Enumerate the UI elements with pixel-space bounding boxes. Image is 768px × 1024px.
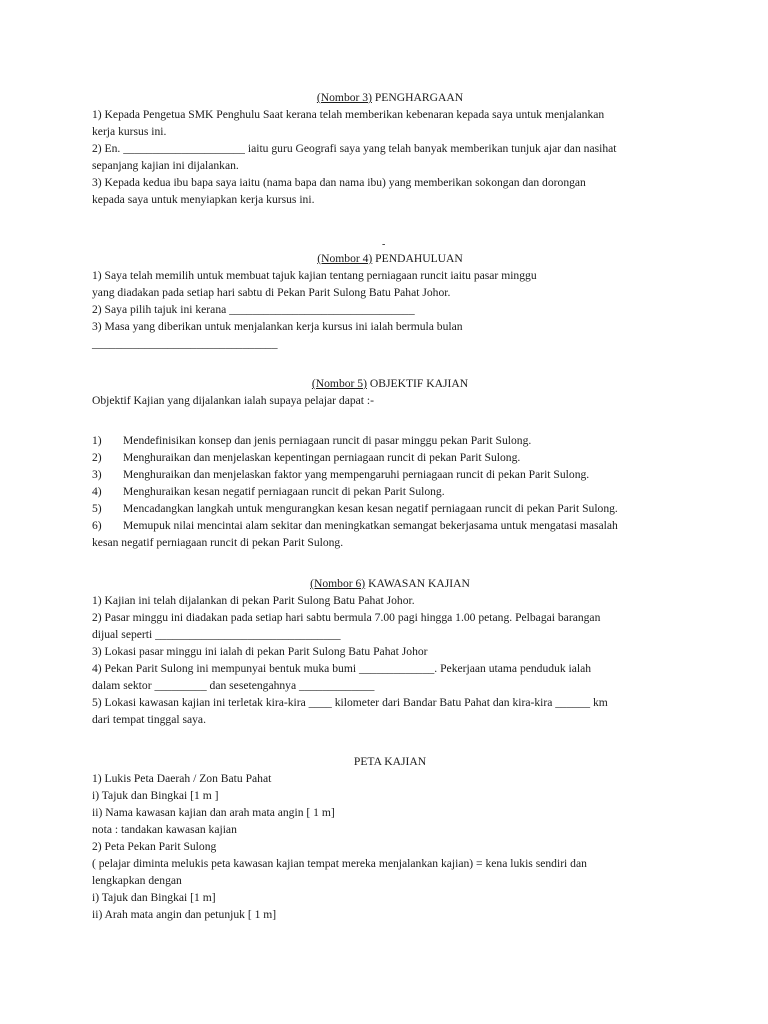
text-line: sepanjang kajian ini dijalankan. xyxy=(92,159,239,172)
list-item xyxy=(92,466,688,483)
list-item xyxy=(92,432,688,449)
text-line: dalam sektor _________ dan sesetengahnya _____________ xyxy=(92,679,375,692)
list-number: 5) xyxy=(92,502,102,515)
text-line: 2) Pasar minggu ini diadakan pada setiap hari sabtu bermula 7.00 pagi hingga 1.00 petang. Pelbagai barangan xyxy=(92,611,601,624)
text-line: 2) Peta Pekan Parit Sulong xyxy=(92,840,217,853)
list-text: Mencadangkan langkah untuk mengurangkan kesan kesan negatif perniagaan runcit di pekan Parit Sulong. xyxy=(123,502,618,515)
section-kawasan-kajian xyxy=(92,575,688,728)
list-item xyxy=(92,483,688,500)
heading-title: KAWASAN KAJIAN xyxy=(365,577,470,590)
text-line: ( pelajar diminta melukis peta kawasan kajian tempat mereka menjalankan kajian) = kena lukis sendiri dan xyxy=(92,857,587,870)
text-line: 1) Kepada Pengetua SMK Penghulu Saat kerana telah memberikan kebenaran kepada saya untuk menjalankan xyxy=(92,108,605,121)
text-line: nota : tandakan kawasan kajian xyxy=(92,823,237,836)
heading-title: PENGHARGAAN xyxy=(371,91,464,104)
section-penghargaan xyxy=(92,89,688,208)
heading-number-label: (Nombor 3) xyxy=(316,91,372,104)
list-number: 6) xyxy=(92,519,102,532)
list-text: Mendefinisikan konsep dan jenis perniagaan runcit di pasar minggu pekan Parit Sulong. xyxy=(123,434,532,447)
section-objektif-kajian xyxy=(92,375,688,409)
objective-list xyxy=(92,432,688,551)
section-heading xyxy=(92,575,688,592)
text-line: 3) Lokasi pasar minggu ini ialah di pekan Parit Sulong Batu Pahat Johor xyxy=(92,645,428,658)
stray-dash: - xyxy=(382,239,386,250)
text-line: dijual seperti ________________________________ xyxy=(92,628,341,641)
text-line: 2) Saya pilih tajuk ini kerana ________________________________ xyxy=(92,303,415,316)
list-number: 4) xyxy=(92,485,102,498)
text-line: 1) Kajian ini telah dijalankan di pekan Parit Sulong Batu Pahat Johor. xyxy=(92,594,415,607)
heading-title: PENDAHULUAN xyxy=(372,252,463,265)
list-text: Menghuraikan dan menjelaskan faktor yang mempengaruhi perniagaan runcit di pekan Parit Sulong. xyxy=(123,468,590,481)
section-pendahuluan xyxy=(92,250,688,352)
text-line: kepada saya untuk menyiapkan kerja kursus ini. xyxy=(92,193,315,206)
heading-number-label: (Nombor 5) xyxy=(311,377,367,390)
text-line: yang diadakan pada setiap hari sabtu di Pekan Parit Sulong Batu Pahat Johor. xyxy=(92,286,451,299)
list-item xyxy=(92,449,688,466)
list-text: Menghuraikan kesan negatif perniagaan runcit di pekan Parit Sulong. xyxy=(123,485,445,498)
list-number: 1) xyxy=(92,434,102,447)
list-text: Menghuraikan dan menjelaskan kepentingan perniagaan runcit di pekan Parit Sulong. xyxy=(123,451,521,464)
text-line: dari tempat tinggal saya. xyxy=(92,713,206,726)
text-line: kerja kursus ini. xyxy=(92,125,167,138)
section-heading xyxy=(92,375,688,392)
section-heading: PETA KAJIAN xyxy=(353,755,427,768)
text-line: ii) Arah mata angin dan petunjuk [ 1 m] xyxy=(92,908,277,921)
list-number: 3) xyxy=(92,468,102,481)
text-line: i) Tajuk dan Bingkai [1 m ] xyxy=(92,789,219,802)
text-line: kesan negatif perniagaan runcit di pekan Parit Sulong. xyxy=(92,536,344,549)
list-number: 2) xyxy=(92,451,102,464)
list-item xyxy=(92,500,688,517)
heading-number-label: (Nombor 6) xyxy=(310,577,366,590)
text-line: i) Tajuk dan Bingkai [1 m] xyxy=(92,891,216,904)
text-line: 2) En. _____________________ iaitu guru Geografi saya yang telah banyak memberikan tunjuk ajar dan nasihat xyxy=(92,142,617,155)
text-line: 1) Saya telah memilih untuk membuat tajuk kajian tentang perniagaan runcit iaitu pasar minggu xyxy=(92,269,537,282)
text-line: 3) Masa yang diberikan untuk menjalankan kerja kursus ini ialah bermula bulan xyxy=(92,320,463,333)
text-line: 4) Pekan Parit Sulong ini mempunyai bentuk muka bumi _____________. Pekerjaan utama penduduk ialah xyxy=(92,662,592,675)
text-line: 5) Lokasi kawasan kajian ini terletak kira-kira ____ kilometer dari Bandar Batu Pahat dan kira-kira ______ km xyxy=(92,696,608,709)
heading-number-label: (Nombor 4) xyxy=(317,252,373,265)
list-item xyxy=(92,517,688,534)
text-line: ________________________________ xyxy=(92,337,278,350)
list-text: Memupuk nilai mencintai alam sekitar dan meningkatkan semangat bekerjasama untuk mengatasi masalah xyxy=(123,519,618,532)
intro-line: Objektif Kajian yang dijalankan ialah supaya pelajar dapat :- xyxy=(92,394,375,407)
heading-title: OBJEKTIF KAJIAN xyxy=(366,377,469,390)
text-line: ii) Nama kawasan kajian dan arah mata angin [ 1 m] xyxy=(92,806,335,819)
section-peta-kajian xyxy=(92,753,688,923)
section-heading xyxy=(92,250,688,267)
text-line: 3) Kepada kedua ibu bapa saya iaitu (nama bapa dan nama ibu) yang memberikan sokongan dan dorongan xyxy=(92,176,586,189)
section-heading xyxy=(92,89,688,106)
text-line: lengkapkan dengan xyxy=(92,874,182,887)
text-line: 1) Lukis Peta Daerah / Zon Batu Pahat xyxy=(92,772,272,785)
